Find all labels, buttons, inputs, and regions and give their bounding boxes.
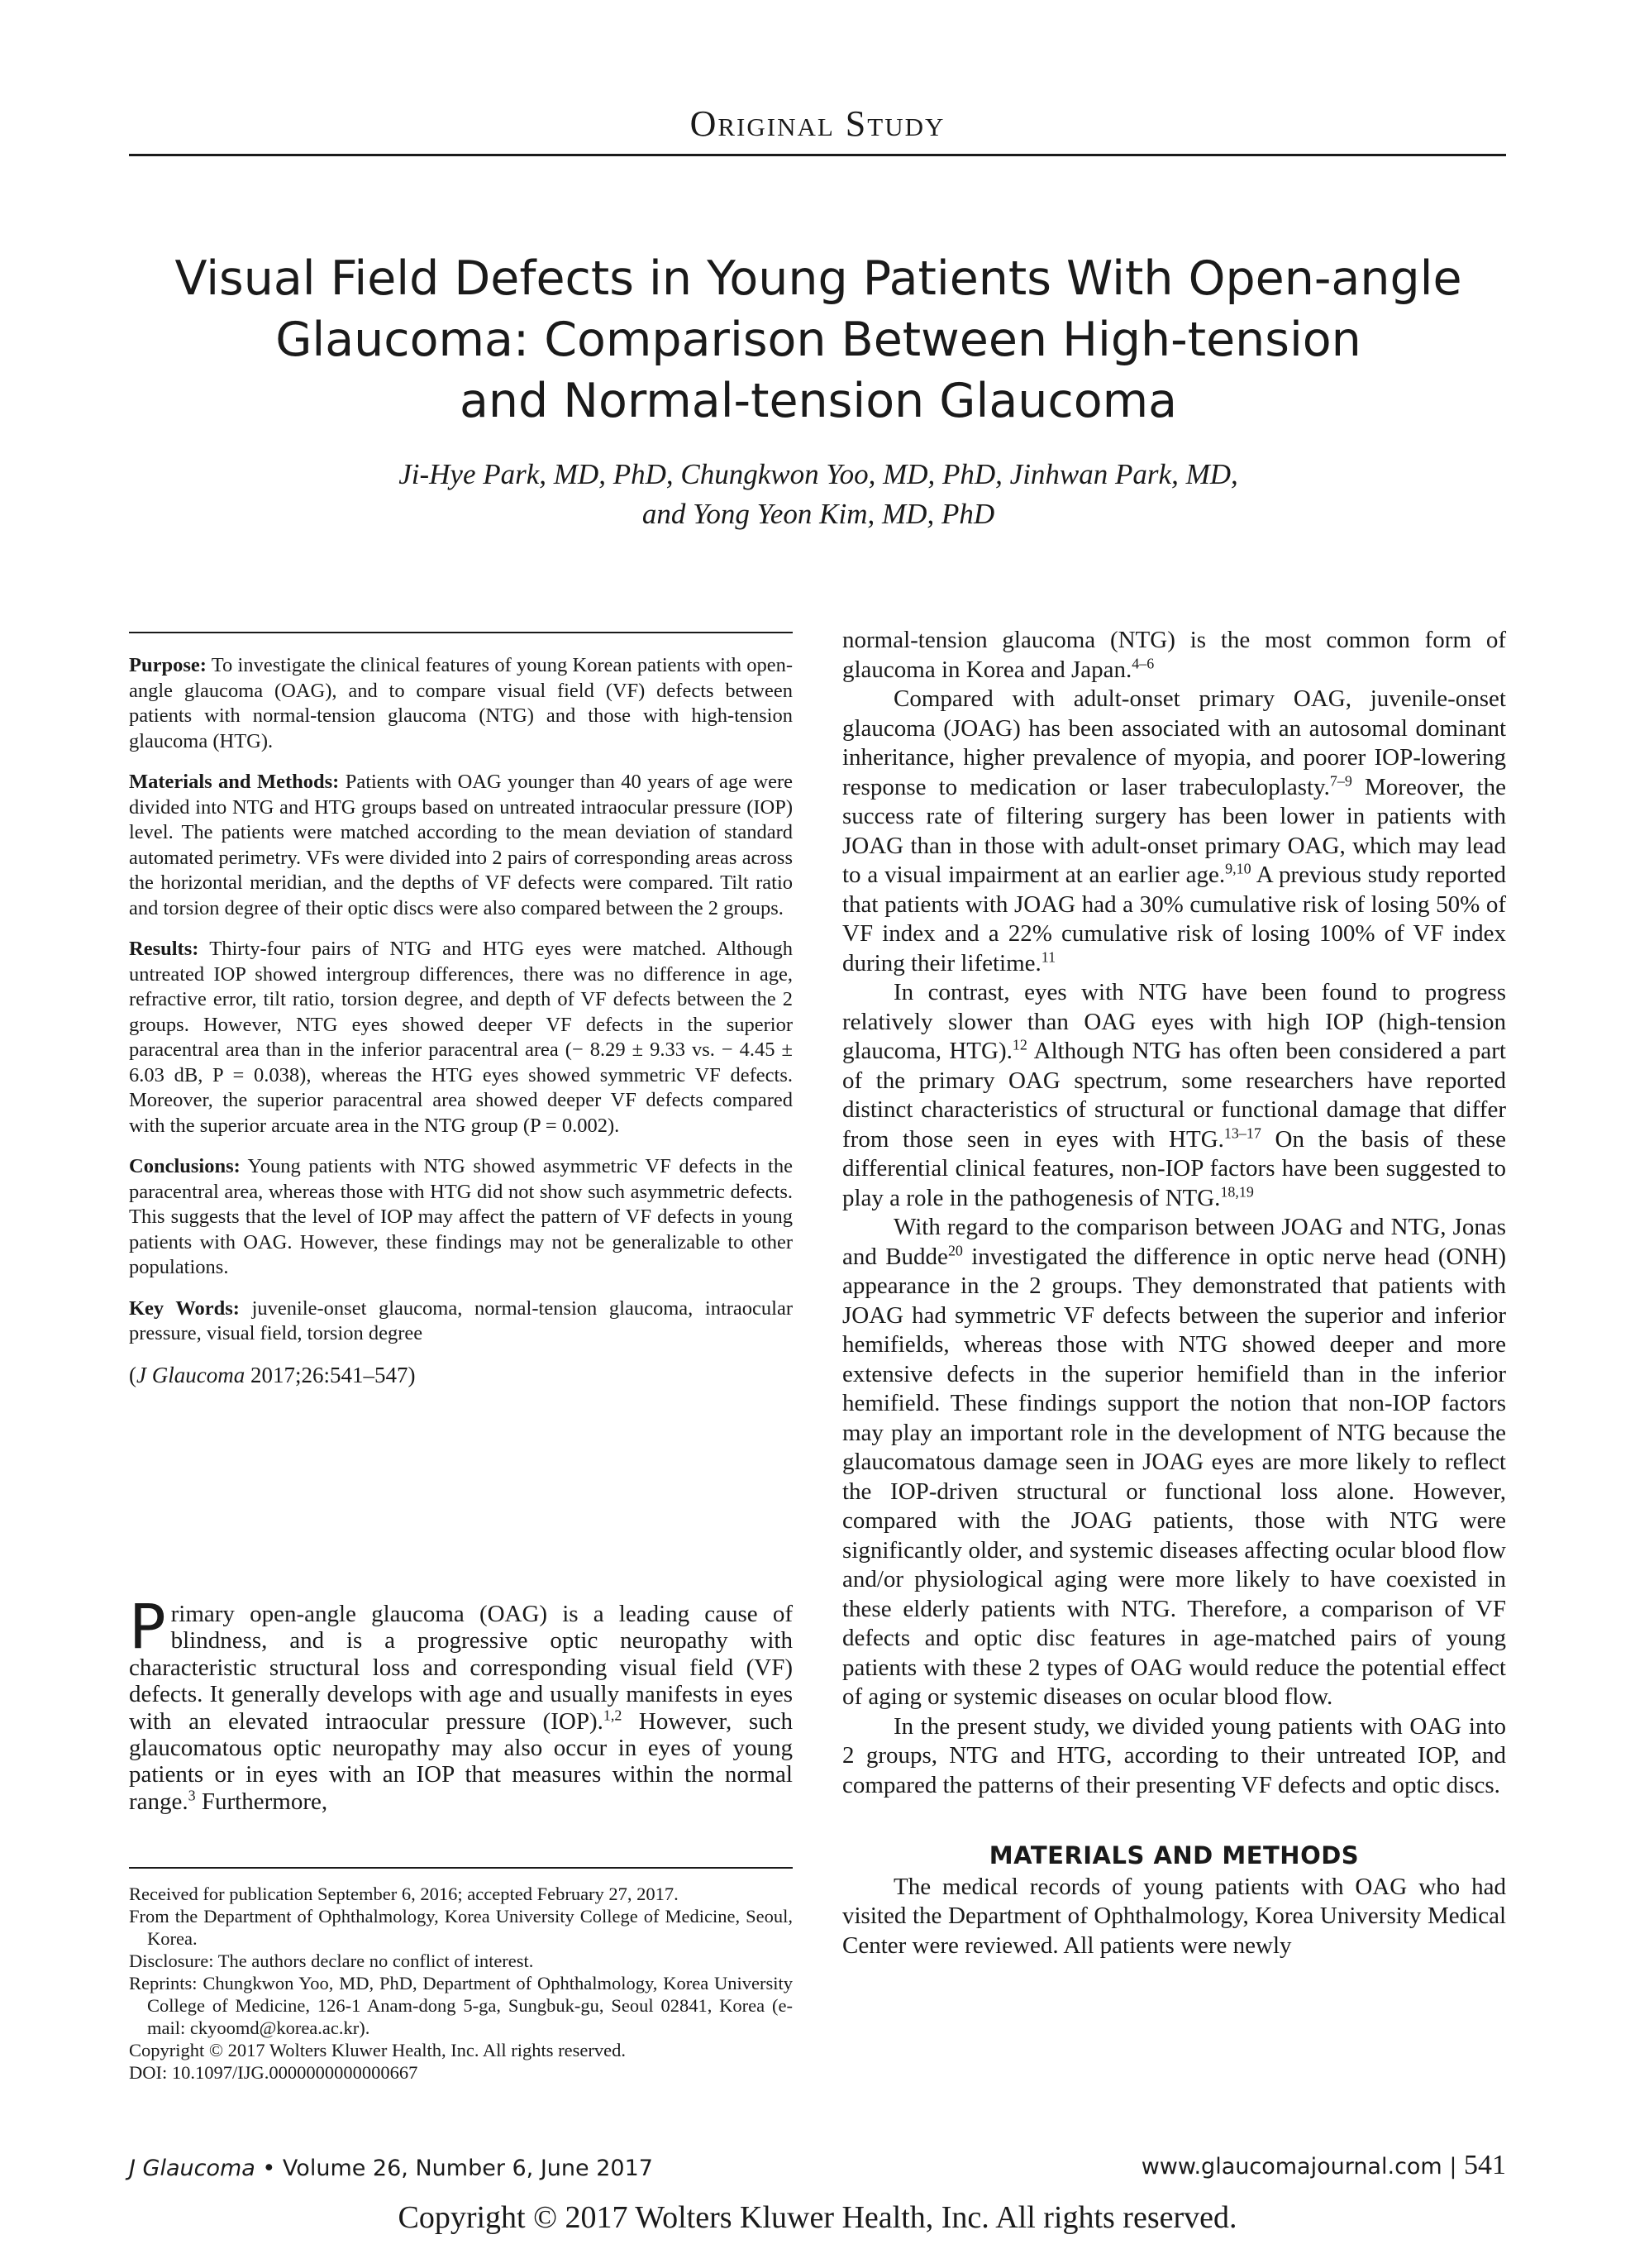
abstract-purpose [129,653,793,754]
abstract-methods [129,770,793,921]
body-text: Moreover, the success rate of filtering surgery has been lower in patients with JOAG than in those with adult-onset primary OAG, which may lead to a visual impairment at an earlier age. [842,773,1506,888]
body-text: Although NTG has often been considered a part of the primary OAG spectrum, some researchers have reported distinct characteristics of structural or functional damage that differ from those seen in eyes with HTG. [842,1038,1506,1153]
abstract-heading: Results: [129,938,199,960]
body-text: However, such glaucomatous optic neuropathy may also occur in eyes of young patients or in eyes with an IOP that measures within the normal range. [129,1707,793,1815]
abstract-text: To investigate the clinical features of young Korean patients with open-angle glaucoma (OAG), and to compare visual field (VF) defects between patients with normal-tension glaucoma (NTG) and those with high-tension glaucoma (HTG). [129,654,793,752]
author-line: and Yong Yeon Kim, MD, PhD [641,498,995,530]
section-heading: MATERIALS AND METHODS [989,1841,1360,1869]
article-title [132,248,1504,432]
citation-ref: 7–9 [1329,771,1352,789]
abstract-results [129,937,793,1139]
footnote-doi: DOI: 10.1097/IJG.0000000000000667 [129,2062,418,2083]
section-label: Original Study [689,103,946,144]
abstract-heading: Purpose: [129,654,207,676]
page-copyright: Copyright © 2017 Wolters Kluwer Health, Inc. All rights reserved. [398,2200,1237,2235]
footer-right [1142,2150,1506,2181]
footnote-received: Received for publication September 6, 2016; accepted February 27, 2017. [129,1884,679,1904]
paragraph [842,978,1506,1213]
abstract-heading: Key Words: [129,1296,240,1320]
drop-cap: P [129,1592,166,1663]
abstract-text: Patients with OAG younger than 40 years of age were divided into NTG and HTG groups based on untreated intraocular pressure (IOP) level. The patients were matched according to the mean deviation of standard automated perimetry. VFs were divided into 2 pairs of corresponding areas across the horizontal meridian, and the depths of VF defects were compared. Tilt ratio and torsion degree of their optic discs were also compared between the 2 groups. [129,771,793,919]
abstract-heading: Materials and Methods: [129,771,340,793]
citation-ref: 12 [1012,1036,1027,1053]
title-line: Visual Field Defects in Young Patients With Open-angle [174,251,1462,306]
abstract-conclusions [129,1154,793,1281]
page-number: 541 [1464,2150,1506,2180]
footer-website-link[interactable]: www.glaucomajournal.com [1141,2154,1442,2180]
title-line: Glaucoma: Comparison Between High-tension [275,313,1361,367]
header-rule [129,154,1506,156]
body-text: rimary open-angle glaucoma (OAG) is a leading cause of blindness, and is a progressive optic neuropathy with characteristic structural loss and corresponding visual field (VF) defects. It generally develops with age and usually manifests in eyes with an elevated intraocular pressure (IOP). [129,1601,793,1735]
citation-ref: 11 [1041,948,1056,965]
citation-ref: 3 [188,1787,196,1804]
abstract-text: juvenile-onset glaucoma, normal-tension glaucoma, intraocular pressure, visual field, torsion degree [129,1296,793,1344]
author-list [132,455,1504,534]
body-text: On the basis of these differential clinical features, non-IOP factors have been suggested to play a role in the pathogenesis of NTG. [842,1125,1506,1211]
citation-details: 2017;26:541–547) [245,1362,416,1387]
body-text: A previous study reported that patients with JOAG had a 30% cumulative risk of losing 50% of VF index and a 22% cumulative risk of losing 100% of VF index during their lifetime. [842,862,1506,976]
footnote-rule [129,1867,793,1869]
paragraph: In the present study, we divided young patients with OAG into 2 groups, NTG and HTG, according to their untreated IOP, and compared the patterns of their presenting VF defects and optic discs. [842,1712,1506,1798]
body-text: investigated the difference in optic nerve head (ONH) appearance in the 2 groups. They demonstrated that patients with JOAG had symmetric VF defects between the superior and inferior hemifields, whereas those with NTG showed deeper and more extensive defects in the superior hemifield than in the inferior hemifield. These findings support the notion that non-IOP factors may play an important role in the development of NTG because the glaucomatous damage seen in JOAG eyes are more likely to reflect the IOP-driven structural or functional loss alone. However, compared with the JOAG patients, those with NTG were significantly older, and systemic diseases affecting ocular blood flow and/or physiological aging were more likely to have coexisted in these elderly patients with NTG. Therefore, a comparison of VF defects and optic disc features in age-matched pairs of young patients with these 2 types of OAG would reduce the potential effect of aging or systemic diseases on ocular blood flow. [842,1243,1506,1710]
abstract-citation: (J Glaucoma 2017;26:541–547) [129,1362,416,1387]
footnotes [129,1883,793,2084]
body-text: In contrast, eyes with NTG have been found to progress relatively slower than OAG eyes with high IOP (high-tension glaucoma, HTG). [842,979,1506,1064]
footnote-reprints: Reprints: Chungkwon Yoo, MD, PhD, Department of Ophthalmology, Korea University College of Medicine, 126-1 Anam-dong 5-ga, Sungbuk-gu, Seoul 02841, Korea (e-mail: ckyoomd@korea.ac.kr). [129,1973,793,2038]
introduction-text [129,1592,793,1815]
footer-separator: | [1442,2154,1464,2180]
body-text: Compared with adult-onset primary OAG, juvenile-onset glaucoma (JOAG) has been associated with an autosomal dominant inheritance, higher prevalence of myopia, and poorer IOP-lowering response to medication or laser trabeculoplasty. [842,685,1506,800]
paragraph [842,1213,1506,1712]
citation-ref: 1,2 [603,1706,622,1723]
citation-ref: 18,19 [1220,1182,1254,1200]
footer-journal-info [129,2156,653,2181]
citation-ref: 20 [947,1241,963,1258]
paragraph [842,685,1506,978]
footnote-disclosure: Disclosure: The authors declare no conflict of interest. [129,1950,534,1971]
paragraph [842,626,1506,685]
footnote-affiliation: From the Department of Ophthalmology, Korea University College of Medicine, Seoul, Korea. [129,1906,793,1949]
footer-journal-name: J Glaucoma [129,2156,255,2181]
abstract-top-rule [129,632,793,633]
abstract [129,653,793,1403]
citation-ref: 9,10 [1225,860,1251,877]
abstract-text: Young patients with NTG showed asymmetric VF defects in the paracentral area, whereas those with HTG did not show such asymmetric defects. This suggests that the level of IOP may affect the pattern of VF defects in young patients with OAG. However, these findings may not be generalizable to other populations. [129,1155,793,1278]
footer-issue: • Volume 26, Number 6, June 2017 [255,2156,653,2181]
right-column [842,626,1506,1960]
abstract-text: Thirty-four pairs of NTG and HTG eyes were matched. Although untreated IOP showed intergroup differences, there was no difference in age, refractive error, tilt ratio, torsion degree, and depth of VF defects between the 2 groups. However, NTG eyes showed deeper VF defects in the superior paracentral area than in the inferior paracentral area (− 8.29 ± 9.33 vs. − 4.45 ± 6.03 dB, P = 0.038), whereas the HTG eyes showed symmetric VF defects. Moreover, the superior paracentral area showed deeper VF defects compared with the superior arcuate area in the NTG group (P = 0.002). [129,938,793,1137]
body-text: normal-tension glaucoma (NTG) is the most common form of glaucoma in Korea and Japan. [842,627,1506,683]
body-text: Furthermore, [195,1788,328,1815]
citation-ref: 4–6 [1132,654,1155,671]
abstract-keywords [129,1296,793,1347]
citation-journal: J Glaucoma [136,1362,245,1387]
paragraph: The medical records of young patients with OAG who had visited the Department of Ophthalmology, Korea University Medical Center were reviewed. All patients were newly [842,1873,1506,1959]
abstract-heading: Conclusions: [129,1155,241,1177]
body-text: With regard to the comparison between JOAG and NTG, Jonas and Budde [842,1214,1506,1270]
title-line: and Normal-tension Glaucoma [459,374,1178,428]
citation-ref: 13–17 [1223,1124,1261,1141]
author-line: Ji-Hye Park, MD, PhD, Chungkwon Yoo, MD, PhD, Jinhwan Park, MD, [398,458,1238,490]
footnote-copyright: Copyright © 2017 Wolters Kluwer Health, Inc. All rights reserved. [129,2040,627,2060]
